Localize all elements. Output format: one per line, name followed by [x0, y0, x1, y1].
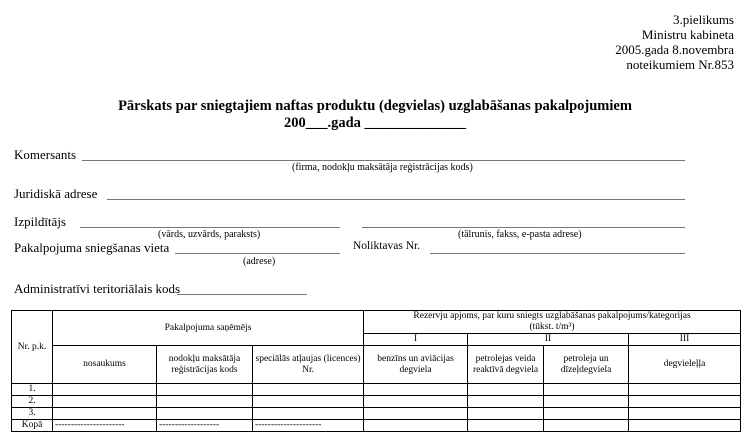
annex-line: Ministru kabineta — [641, 27, 734, 42]
table-cell[interactable] — [253, 384, 364, 396]
sub-name-header: nosaukums — [53, 346, 157, 384]
service-place-hint: (adrese) — [243, 256, 276, 267]
warehouse-label: Noliktavas Nr. — [353, 240, 421, 252]
table-cell[interactable] — [544, 408, 629, 420]
sub-taxcode-header: nodokļu maksātāja reģistrācijas kods — [157, 346, 253, 384]
table-cell[interactable] — [157, 396, 253, 408]
table-cell[interactable] — [544, 384, 629, 396]
category-2-header: II — [468, 334, 629, 346]
table-cell[interactable] — [629, 384, 741, 396]
table-row — [12, 384, 741, 396]
table-cell[interactable] — [53, 396, 157, 408]
row-number: 3. — [12, 408, 53, 420]
merchant-field[interactable] — [82, 160, 685, 161]
col-nr-header: Nr. p.k. — [12, 311, 53, 384]
table-cell[interactable] — [468, 384, 544, 396]
annex-line: 3.pielikums — [672, 12, 734, 27]
table-cell[interactable] — [629, 396, 741, 408]
contact-hint: (tālrunis, fakss, e-pasta adrese) — [458, 229, 582, 240]
table-cell[interactable] — [364, 408, 468, 420]
reserve-header-text: Rezervju apjoms, par kuru sniegts uzglabāšanas pakalpojums/kategorijas — [413, 311, 691, 321]
total-dash-cell: ---------------------- — [53, 420, 157, 432]
territory-code-label: Administratīvi teritoriālais kods — [14, 281, 181, 296]
sub-license-header: speciālās atļaujas (licences) Nr. — [253, 346, 364, 384]
table-cell[interactable] — [364, 396, 468, 408]
total-label: Kopā — [12, 420, 53, 432]
table-cell[interactable] — [468, 396, 544, 408]
row-number: 2. — [12, 396, 53, 408]
annex-reference — [615, 12, 734, 72]
table-cell[interactable] — [364, 384, 468, 396]
table-cell[interactable] — [253, 396, 364, 408]
category-3-header: III — [629, 334, 741, 346]
warehouse-field[interactable] — [430, 253, 685, 254]
executor-label: Izpildītājs — [14, 214, 66, 229]
category-1-header: I — [364, 334, 468, 346]
total-dash-cell: ------------------- — [157, 420, 253, 432]
sub-fueloil-header: degvieleļļa — [629, 346, 741, 384]
merchant-label: Komersants — [14, 147, 77, 162]
table-cell[interactable] — [253, 408, 364, 420]
row-number: 1. — [12, 384, 53, 396]
executor-field[interactable] — [80, 227, 340, 228]
table-cell[interactable] — [53, 408, 157, 420]
executor-hint: (vārds, uzvārds, paraksts) — [158, 229, 261, 240]
sub-petrol-header: benzīns un aviācijas degviela — [364, 346, 468, 384]
territory-code-field[interactable] — [177, 294, 307, 295]
table-cell[interactable] — [468, 408, 544, 420]
table-row — [12, 396, 741, 408]
merchant-hint: (firma, nodokļu maksātāja reģistrācijas kods) — [292, 162, 473, 173]
document-title — [0, 98, 750, 132]
col-recipient-header: Pakalpojuma saņēmējs — [53, 311, 364, 346]
total-dash-cell: --------------------- — [253, 420, 364, 432]
contact-field[interactable] — [362, 227, 685, 228]
table-cell[interactable] — [544, 396, 629, 408]
table-cell[interactable] — [629, 408, 741, 420]
sub-diesel-header: petroleja un dīzeļdegviela — [544, 346, 629, 384]
table-row — [12, 408, 741, 420]
sub-kerosene-header: petrolejas veida reaktīvā degviela — [468, 346, 544, 384]
title-line: Pārskats par sniegtajiem naftas produktu (degvielas) uzglabāšanas pakalpojumiem — [118, 98, 632, 114]
address-field[interactable] — [107, 199, 685, 200]
service-place-label: Pakalpojuma sniegšanas vieta — [14, 240, 170, 255]
title-period-line: 200___.gada ______________ — [283, 115, 467, 131]
service-place-field[interactable] — [175, 253, 340, 254]
table-cell[interactable] — [53, 384, 157, 396]
reserves-table — [11, 310, 741, 432]
table-cell[interactable] — [157, 384, 253, 396]
address-label: Juridiskā adrese — [14, 186, 98, 201]
annex-line: 2005.gada 8.novembra — [615, 42, 734, 57]
reserve-unit-text: (tūkst. t/m³) — [529, 322, 575, 332]
col-reserve-header — [364, 311, 741, 334]
annex-line: noteikumiem Nr.853 — [626, 57, 734, 72]
table-cell[interactable] — [157, 408, 253, 420]
